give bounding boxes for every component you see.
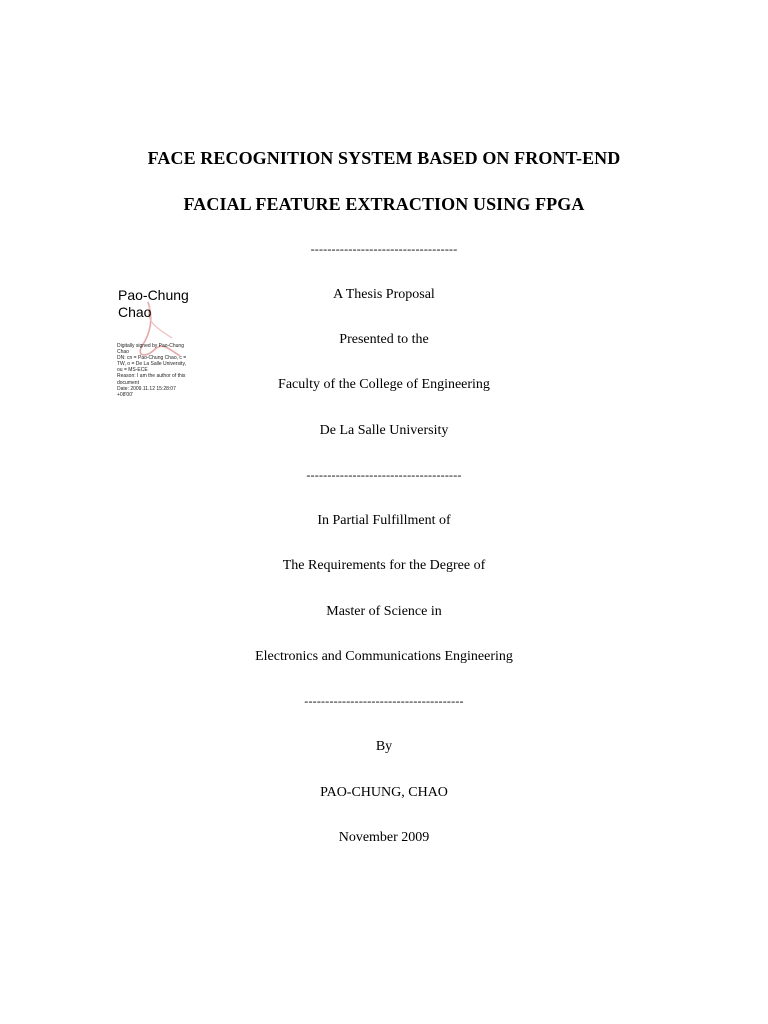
by-line: By <box>375 739 393 754</box>
sig-detail-line: DN: cn = Pao-Chung Chao, c = <box>117 355 187 362</box>
sig-detail-line: Reason: I am the author of this <box>117 373 186 380</box>
university-name: De La Salle University <box>319 423 449 438</box>
faculty-line: Faculty of the College of Engineering <box>278 377 490 392</box>
fulfillment-line: In Partial Fulfillment of <box>317 513 451 528</box>
separator-1: ----------------------------------- <box>310 242 458 256</box>
field-line: Electronics and Communications Engineering <box>255 649 513 664</box>
author-name: PAO-CHUNG, CHAO <box>320 785 448 800</box>
thesis-title-line-1: FACE RECOGNITION SYSTEM BASED ON FRONT-END <box>147 148 621 168</box>
requirements-line: The Requirements for the Degree of <box>282 558 486 573</box>
sig-detail-line: +08'00' <box>117 391 133 398</box>
sig-detail-line: Digitally signed by Pao-Chung <box>117 343 184 349</box>
sig-detail-line: ou = MS-ECE <box>117 367 148 374</box>
proposal-type: A Thesis Proposal <box>333 287 435 302</box>
sig-detail-line: Chao <box>117 349 129 356</box>
sig-detail-line: Date: 2009.11.12 15:28:07 <box>117 385 176 392</box>
presented-to: Presented to the <box>339 332 429 347</box>
degree-line: Master of Science in <box>326 604 442 619</box>
separator-2: ------------------------------------- <box>306 468 462 482</box>
thesis-title-line-2: FACIAL FEATURE EXTRACTION USING FPGA <box>183 194 585 214</box>
date-line: November 2009 <box>338 830 430 845</box>
signer-name-line-2: Chao <box>118 304 152 320</box>
sig-detail-line: TW, o = De La Salle University, <box>117 361 186 368</box>
sig-detail-line: document <box>117 379 139 386</box>
separator-3: -------------------------------------- <box>304 694 464 708</box>
signer-name-line-1: Pao-Chung <box>118 287 189 303</box>
